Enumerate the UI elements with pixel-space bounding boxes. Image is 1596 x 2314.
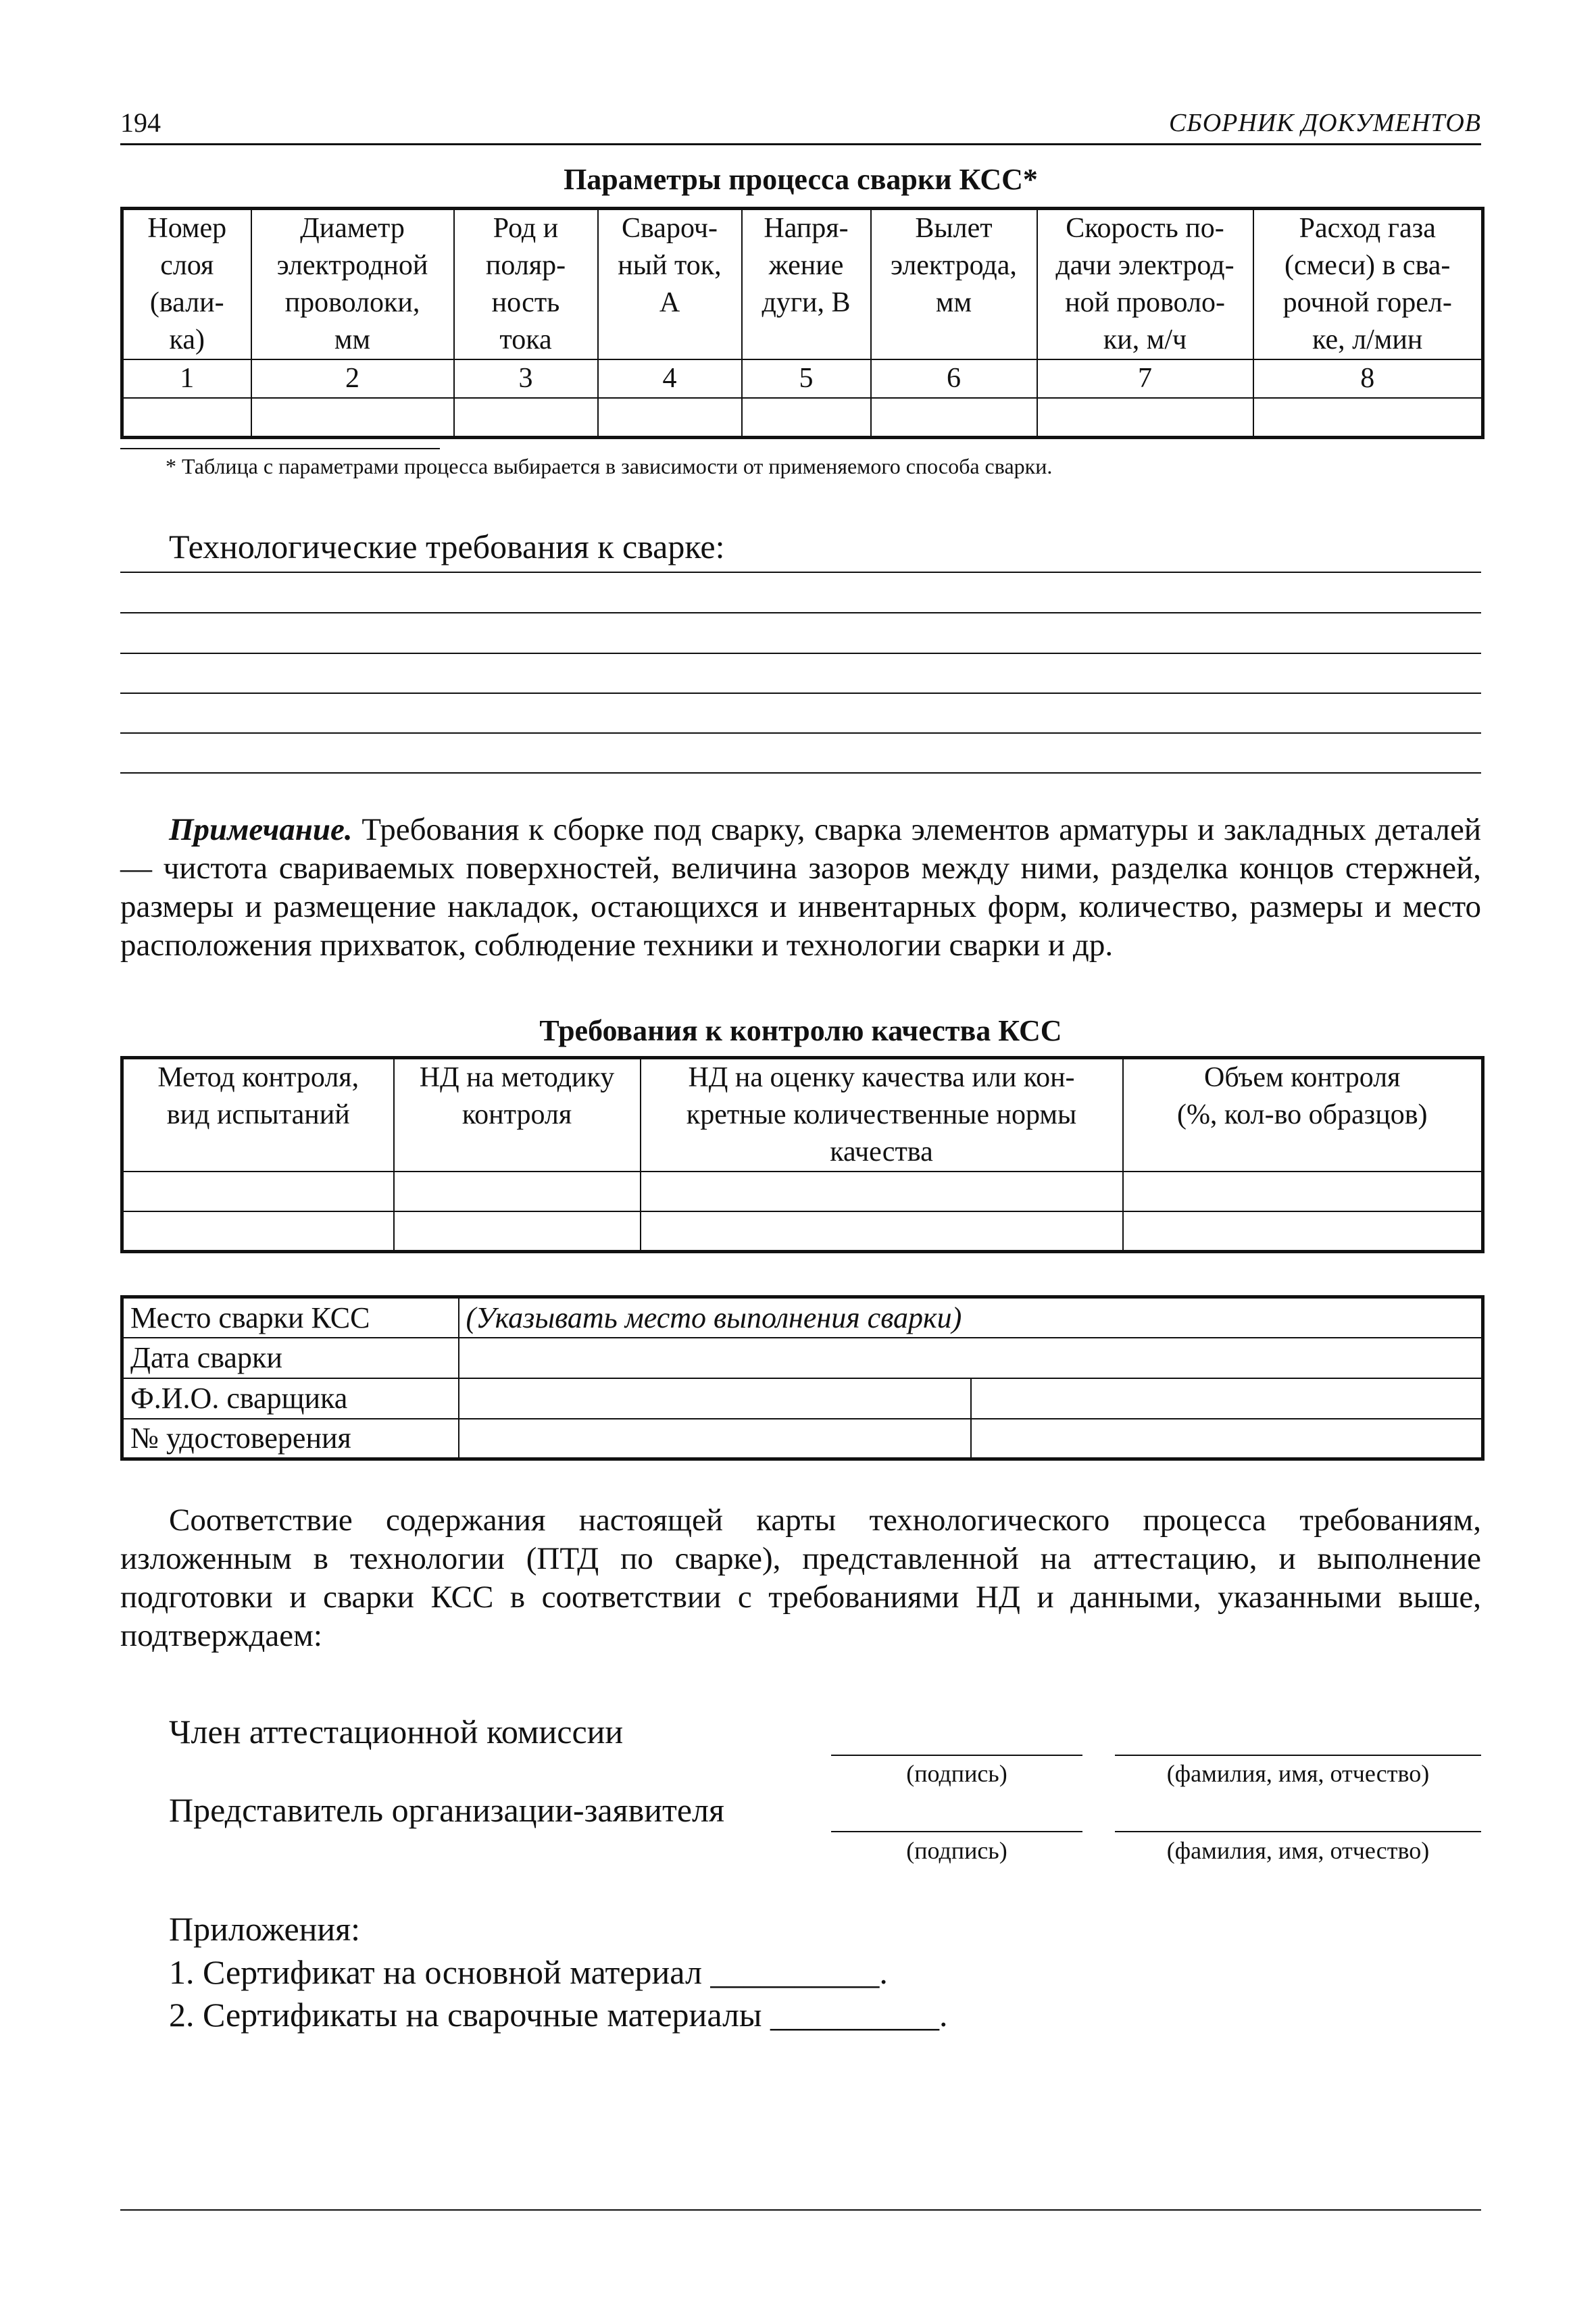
params-num-7: 7 — [1037, 359, 1253, 398]
welder-label: Ф.И.О. сварщика — [122, 1378, 459, 1419]
qc-col-3: НД на оценку качества или кон- кретные количественные нормы качества — [641, 1058, 1123, 1172]
table-cell[interactable] — [1253, 398, 1483, 437]
applicant-signature-caption: (подпись) — [906, 1837, 1007, 1864]
weld-info-table — [120, 1295, 1485, 1461]
confirmation-paragraph — [120, 1501, 1481, 1655]
table-cell[interactable] — [454, 398, 598, 437]
table-row — [122, 1378, 1483, 1419]
params-num-3: 3 — [454, 359, 598, 398]
note-text: Требования к сборке под сварку, сварка элементов арматуры и закладных деталей — чистота свариваемых поверхностей, величина зазоров между ними, разделка концов стержней, размеры и размещение накладок, остающихся и инвентарных форм, количество, размеры и место расположения прихваток, соблюдение техники и технологии сварки и др. — [120, 812, 1481, 963]
params-col-7: Скорость по- дачи электрод- ной проволо- ки, м/ч — [1037, 209, 1253, 360]
params-col-5: Напря- жение дуги, В — [742, 209, 871, 360]
table-cell[interactable] — [641, 1172, 1123, 1211]
footnote-rule — [120, 448, 440, 449]
tech-requirements-line[interactable] — [120, 772, 1481, 774]
note-paragraph — [120, 811, 1481, 965]
certificate-value-2[interactable] — [971, 1419, 1483, 1459]
tech-requirements-line[interactable] — [120, 653, 1481, 654]
table-cell[interactable] — [871, 398, 1037, 437]
params-col-4: Свароч- ный ток, А — [598, 209, 742, 360]
table-cell[interactable] — [122, 1172, 394, 1211]
table-cell[interactable] — [122, 1211, 394, 1251]
applicant-signature-line[interactable] — [831, 1831, 1082, 1832]
params-footnote: * Таблица с параметрами процесса выбирается в зависимости от применяемого способа сварки. — [166, 454, 1053, 478]
qc-col-4: Объем контроля (%, кол-во образцов) — [1123, 1058, 1483, 1172]
applicant-representative-label: Представитель организации-заявителя — [169, 1791, 724, 1829]
table-cell[interactable] — [394, 1211, 641, 1251]
params-col-2: Диаметр электродной проволоки, мм — [251, 209, 454, 360]
tech-requirements-label: Технологические требования к сварке: — [169, 528, 725, 565]
params-col-6: Вылет электрода, мм — [871, 209, 1037, 360]
params-num-6: 6 — [871, 359, 1037, 398]
params-col-8: Расход газа (смеси) в сва- рочной горел- ке, л/мин — [1253, 209, 1483, 360]
footer-rule — [120, 2209, 1481, 2211]
qc-table-caption: Требования к контролю качества КСС — [539, 1014, 1062, 1047]
applicant-name-line[interactable] — [1115, 1831, 1481, 1832]
table-cell[interactable] — [641, 1211, 1123, 1251]
table-row — [122, 1297, 1483, 1338]
table-row — [122, 1419, 1483, 1459]
params-table-caption: Параметры процесса сварки КСС* — [564, 163, 1038, 196]
commission-name-line[interactable] — [1115, 1755, 1481, 1756]
place-value[interactable]: (Указывать место выполнения сварки) — [459, 1297, 1483, 1338]
tech-requirements-line[interactable] — [120, 612, 1481, 613]
qc-header-row — [122, 1058, 1483, 1172]
params-number-row — [122, 359, 1483, 398]
params-num-8: 8 — [1253, 359, 1483, 398]
table-cell[interactable] — [1123, 1211, 1483, 1251]
table-cell[interactable] — [251, 398, 454, 437]
tech-requirements-line[interactable] — [120, 693, 1481, 694]
params-col-1: Номер слоя (вали- ка) — [122, 209, 251, 360]
certificate-label: № удостоверения — [122, 1419, 459, 1459]
applicant-name-caption: (фамилия, имя, отчество) — [1166, 1837, 1430, 1864]
table-row — [122, 1338, 1483, 1378]
commission-signature-caption: (подпись) — [906, 1760, 1007, 1787]
attachments-title: Приложения: — [169, 1910, 361, 1948]
qc-empty-row — [122, 1211, 1483, 1251]
commission-signature-line[interactable] — [831, 1755, 1082, 1756]
table-cell[interactable] — [742, 398, 871, 437]
qc-col-1: Метод контроля, вид испытаний — [122, 1058, 394, 1172]
running-title: СБОРНИК ДОКУМЕНТОВ — [1168, 109, 1481, 137]
params-header-row — [122, 209, 1483, 360]
params-num-1: 1 — [122, 359, 251, 398]
table-cell[interactable] — [122, 398, 251, 437]
table-cell[interactable] — [394, 1172, 641, 1211]
qc-table — [120, 1056, 1485, 1253]
table-cell[interactable] — [1123, 1172, 1483, 1211]
params-num-4: 4 — [598, 359, 742, 398]
params-empty-row — [122, 398, 1483, 437]
welder-value-2[interactable] — [971, 1378, 1483, 1419]
table-cell[interactable] — [598, 398, 742, 437]
page-number: 194 — [120, 107, 161, 138]
table-cell[interactable] — [1037, 398, 1253, 437]
attachment-item: 1. Сертификат на основной материал __________. — [169, 1953, 888, 1991]
commission-name-caption: (фамилия, имя, отчество) — [1166, 1760, 1430, 1787]
params-table — [120, 207, 1485, 439]
place-label: Место сварки КСС — [122, 1297, 459, 1338]
params-col-3: Род и поляр- ность тока — [454, 209, 598, 360]
note-label: Примечание. — [169, 812, 353, 847]
certificate-value[interactable] — [459, 1419, 971, 1459]
params-num-5: 5 — [742, 359, 871, 398]
date-label: Дата сварки — [122, 1338, 459, 1378]
attachment-item: 2. Сертификаты на сварочные материалы __________. — [169, 1996, 948, 2034]
tech-requirements-line[interactable] — [120, 572, 1481, 573]
commission-member-label: Член аттестационной комиссии — [169, 1713, 624, 1751]
confirmation-text: Соответствие содержания настоящей карты технологического процесса требованиям, изложенным в технологии (ПТД по сварке), представленной на аттестацию, и выполнение подготовки и сварки КСС в соответствии с требованиями НД и данными, указанными выше, подтверждаем: — [120, 1503, 1481, 1653]
qc-col-2: НД на методику контроля — [394, 1058, 641, 1172]
welder-value[interactable] — [459, 1378, 971, 1419]
tech-requirements-line[interactable] — [120, 732, 1481, 734]
header-rule — [120, 143, 1481, 145]
qc-empty-row — [122, 1172, 1483, 1211]
params-num-2: 2 — [251, 359, 454, 398]
date-value[interactable] — [459, 1338, 1483, 1378]
